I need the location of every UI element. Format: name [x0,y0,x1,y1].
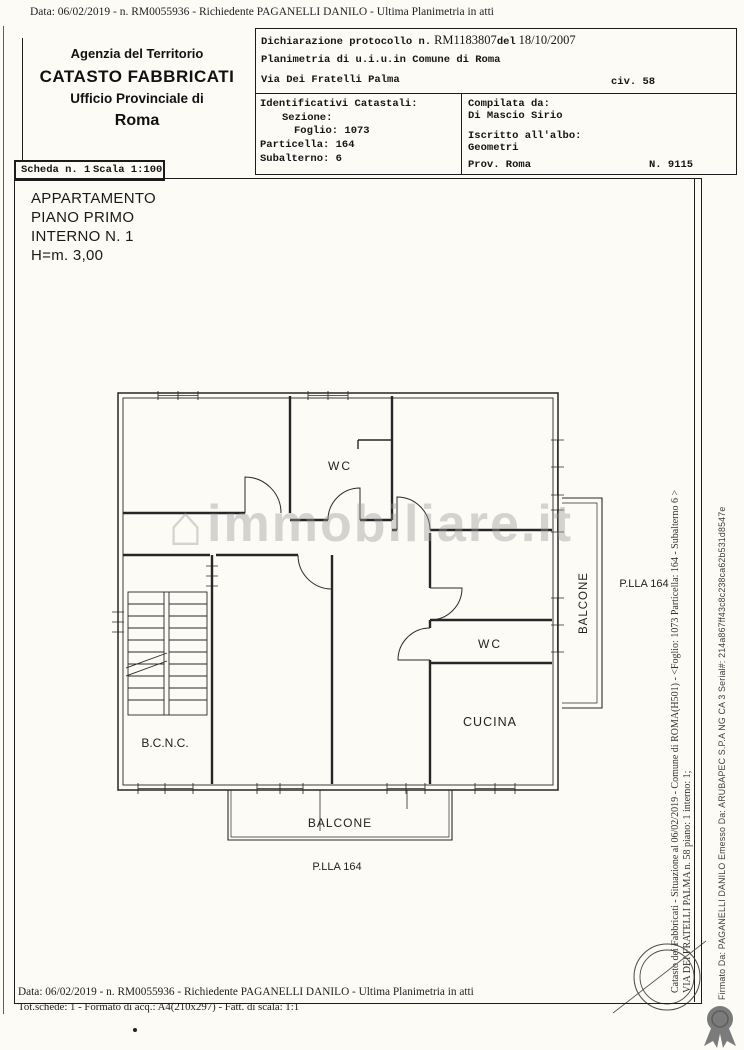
street-line: Via Dei Fratelli Palma [261,74,400,86]
protocol-label: Dichiarazione protocollo n. [261,36,432,48]
page-edge-line [3,26,4,1014]
identifiers-title: Identificativi Catastali: [260,98,418,110]
protocol-del: del [496,36,516,48]
protocol-line [261,33,576,48]
watermark-text: immobiliare.it [207,495,574,553]
margin-caption-line1: Catasto dei Fabbricati - Situazione al 06/02/2019 - Comune di ROMA(H501) - <Foglio: 1073 Particella: 164 - Subalterno 6 > [670,489,681,993]
label-parcel-bottom: P.LLA 164 [312,861,362,873]
agency-name: Agenzia del Territorio [70,46,204,61]
label-kitchen: CUCINA [463,715,517,729]
stamp-seal [600,935,730,1020]
staircase [126,592,207,715]
door-right-room [430,588,462,620]
floor-title: PIANO PRIMO [31,209,135,226]
subalterno-field: Subalterno: 6 [260,153,342,165]
apartment-title-block [31,189,156,265]
compiler-label: Compilata da: [468,98,550,110]
stamp-inner-circle [640,950,694,1004]
label-balcony-right: BALCONE [578,572,590,634]
particella-field: Particella: 164 [260,139,355,151]
signature-caption: Firmato Da: PAGANELLI DANILO Emesso Da: ARUBAPEC S.P.A NG CA 3 Serial#: 214a867ff43c8c238ca62b531d8547e [717,506,727,1000]
label-balcony-bottom: BALCONE [307,816,373,830]
stamp-flourish-line [613,941,706,1013]
foglio-field: Foglio: 1073 [294,125,370,137]
label-bcnc: B.C.N.C. [141,736,189,750]
protocol-number: RM1183807 [434,33,497,47]
balcony-bottom-outline [228,790,452,840]
floor-plan [40,370,670,910]
scheda-box [14,160,165,181]
office-city: Roma [114,112,160,130]
scale-value: Scala 1:100 [93,164,163,176]
label-wc-top: WC [328,459,352,473]
document-header-line: Data: 06/02/2019 - n. RM0055936 - Richiedente PAGANELLI DANILO - Ultima Planimetria in atti [30,6,494,18]
compiler-name: Di Mascio Sirio [468,110,563,122]
footer-line2: Tot.schede: 1 - Formato di acq.: A4(210x297) - Fatt. di scala: 1:1 [18,1001,300,1013]
declaration-divider [256,93,736,94]
windows [112,391,564,794]
footer-line1: Data: 06/02/2019 - n. RM0055936 - Richiedente PAGANELLI DANILO - Ultima Planimetria in atti [18,986,474,998]
office-line: Ufficio Provinciale di [70,91,204,106]
door-wc-small [398,628,430,660]
height-title: H=m. 3,00 [31,247,104,264]
door-central-room [298,555,332,589]
scheda-number: Scheda n. 1 [21,164,91,176]
interno-title: INTERNO N. 1 [31,228,134,245]
agency-block [22,44,252,133]
sezione-field: Sezione: [282,112,333,124]
civ-number: civ. 58 [611,76,656,88]
province-value: Prov. Roma [468,159,532,171]
protocol-date: 18/10/2007 [518,33,576,47]
wc-stub-wall [358,440,392,449]
catasto-title: CATASTO FABBRICATI [39,66,235,86]
drawing-frame-inner-right [694,178,695,1002]
apartment-title: APPARTAMENTO [31,190,157,207]
label-parcel-right: P.LLA 164 [619,578,669,590]
declaration-vdivider [461,93,462,174]
margin-caption-line2: VIA DEI FRATELLI PALMA n. 58 piano: 1 interno: 1; [681,770,693,993]
house-watermark-icon: ⌂ [168,493,206,558]
margin-caption [670,490,693,993]
declaration-box [255,28,737,175]
scan-dot [133,1028,137,1032]
watermark [168,492,573,559]
label-wc-small: WC [478,637,502,651]
registration-number: N. 9115 [649,159,694,171]
albo-value: Geometri [468,142,519,154]
stamp-outer-circle [634,944,700,1010]
outer-walls [118,393,558,790]
albo-label: Iscritto all'albo: [468,130,582,142]
planimetria-line: Planimetria di u.i.u.in Comune di Roma [261,54,501,66]
